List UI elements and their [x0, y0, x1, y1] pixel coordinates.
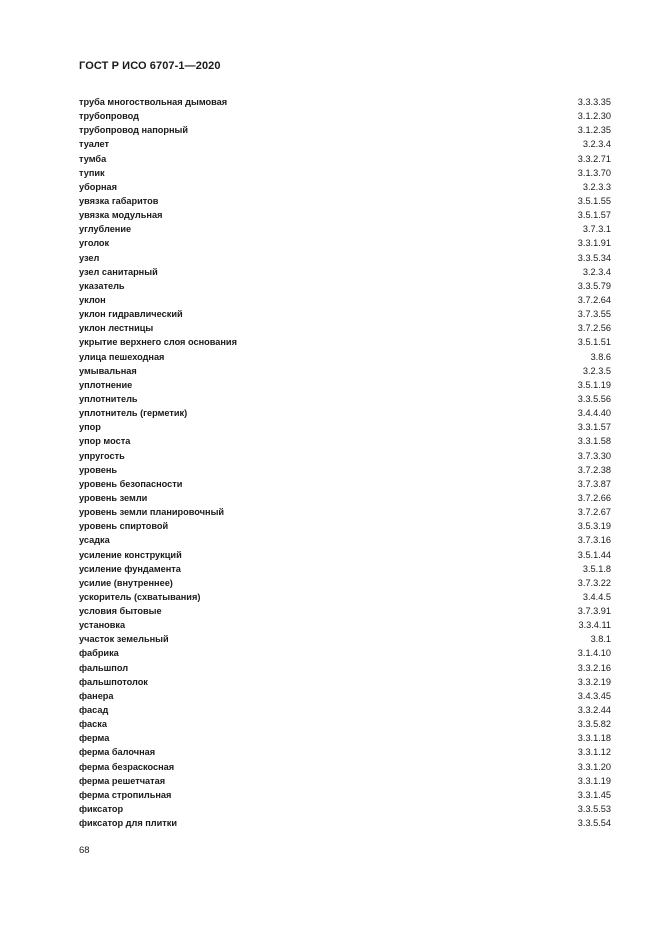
index-reference: 3.3.5.56 [577, 393, 611, 404]
index-entry [79, 293, 611, 307]
index-term: улица пешеходная [79, 351, 165, 362]
index-term: умывальная [79, 365, 137, 376]
index-reference: 3.3.1.18 [577, 733, 611, 744]
index-term: фальшпотолок [79, 676, 148, 687]
index-term: уровень земли [79, 492, 148, 503]
index-reference: 3.3.1.45 [577, 789, 611, 800]
index-entry [79, 505, 611, 519]
index-reference: 3.4.4.40 [577, 408, 611, 419]
index-entry [79, 774, 611, 788]
index-reference: 3.4.4.5 [582, 591, 611, 602]
index-entry [79, 251, 611, 265]
index-term: упор моста [79, 436, 131, 447]
index-reference: 3.3.2.16 [577, 662, 611, 673]
index-term: уровень земли планировочный [79, 507, 225, 518]
index-entry [79, 321, 611, 335]
index-entry [79, 307, 611, 321]
index-reference: 3.1.4.10 [577, 648, 611, 659]
index-reference: 3.8.1 [590, 634, 611, 645]
index-entry [79, 265, 611, 279]
index-reference: 3.7.3.1 [582, 224, 611, 235]
index-entry [79, 562, 611, 576]
index-reference: 3.7.2.56 [577, 323, 611, 334]
index-entry [79, 788, 611, 802]
index-term: условия бытовые [79, 606, 162, 617]
page-number: 68 [79, 845, 90, 856]
index-reference: 3.3.1.19 [577, 775, 611, 786]
index-entry [79, 152, 611, 166]
index-term: ферма стропильная [79, 789, 172, 800]
index-entry [79, 491, 611, 505]
index-term: трубопровод [79, 111, 140, 122]
index-entry [79, 335, 611, 349]
index-reference: 3.3.1.58 [577, 436, 611, 447]
index-reference: 3.5.1.19 [577, 379, 611, 390]
index-reference: 3.2.3.5 [582, 365, 611, 376]
index-reference: 3.5.3.19 [577, 521, 611, 532]
index-term: усиление конструкций [79, 549, 182, 560]
index-term: фасад [79, 705, 109, 716]
index-term: усиление фундамента [79, 563, 181, 574]
index-entry [79, 123, 611, 137]
index-term: увязка габаритов [79, 195, 159, 206]
index-term: фиксатор [79, 804, 124, 815]
index-term: участок земельный [79, 634, 169, 645]
index-reference: 3.7.3.30 [577, 450, 611, 461]
index-reference: 3.4.3.45 [577, 690, 611, 701]
index-reference: 3.2.3.4 [582, 266, 611, 277]
index-term: усилие (внутреннее) [79, 577, 173, 588]
index-term: ферма безраскосная [79, 761, 175, 772]
index-reference: 3.2.3.3 [582, 181, 611, 192]
index-reference: 3.1.3.70 [577, 167, 611, 178]
index-entry [79, 463, 611, 477]
index-term: фабрика [79, 648, 119, 659]
index-term: углубление [79, 224, 132, 235]
index-reference: 3.1.2.30 [577, 111, 611, 122]
index-reference: 3.2.3.4 [582, 139, 611, 150]
index-entry [79, 548, 611, 562]
index-entry [79, 816, 611, 830]
index-reference: 3.3.1.57 [577, 422, 611, 433]
index-term: уклон [79, 294, 106, 305]
index-reference: 3.5.1.51 [577, 337, 611, 348]
index-term: ферма [79, 733, 110, 744]
index-reference: 3.3.5.82 [577, 719, 611, 730]
index-reference: 3.7.3.55 [577, 309, 611, 320]
index-entry [79, 703, 611, 717]
index-entry [79, 166, 611, 180]
index-reference: 3.3.2.71 [577, 153, 611, 164]
index-term: уровень безопасности [79, 478, 183, 489]
index-term: усадка [79, 535, 110, 546]
index-entry [79, 449, 611, 463]
index-reference: 3.3.4.11 [578, 620, 611, 631]
index-term: тумба [79, 153, 107, 164]
index-entry [79, 689, 611, 703]
index-entry [79, 533, 611, 547]
index-entry [79, 378, 611, 392]
index-term: указатель [79, 280, 125, 291]
index-reference: 3.3.2.44 [577, 705, 611, 716]
index-term: ферма балочная [79, 747, 156, 758]
index-reference: 3.3.3.35 [577, 97, 611, 107]
index-reference: 3.3.5.54 [577, 818, 611, 829]
index-reference: 3.3.5.53 [577, 804, 611, 815]
index-term: установка [79, 620, 126, 631]
index-term: уплотнитель [79, 393, 138, 404]
index-term: уровень [79, 464, 118, 475]
index-entry [79, 420, 611, 434]
index-reference: 3.3.1.91 [577, 238, 611, 249]
index-term: уборная [79, 181, 118, 192]
index-term: ферма решетчатая [79, 775, 166, 786]
index-term: трубопровод напорный [79, 125, 189, 136]
index-entry [79, 222, 611, 236]
index-entry [79, 109, 611, 123]
index-entry [79, 350, 611, 364]
index-entry [79, 180, 611, 194]
index-reference: 3.5.1.8 [582, 563, 611, 574]
index-term: туалет [79, 139, 110, 150]
index-term: труба многоствольная дымовая [79, 97, 228, 107]
index-entry [79, 604, 611, 618]
index-reference: 3.7.2.38 [577, 464, 611, 475]
index-entry [79, 519, 611, 533]
index-term: узел [79, 252, 100, 263]
index-term: уплотнитель (герметик) [79, 408, 188, 419]
index-entry [79, 477, 611, 491]
index-term: узел санитарный [79, 266, 158, 277]
index-reference: 3.7.3.91 [577, 606, 611, 617]
index-entry [79, 745, 611, 759]
index-entry [79, 434, 611, 448]
document-header: ГОСТ Р ИСО 6707-1—2020 [79, 60, 221, 72]
index-term: увязка модульная [79, 210, 163, 221]
index-reference: 3.3.5.79 [577, 280, 611, 291]
index-entry [79, 646, 611, 660]
index-entry [79, 576, 611, 590]
index-entry [79, 731, 611, 745]
index-term: фанера [79, 690, 114, 701]
index-entry [79, 279, 611, 293]
index-reference: 3.8.6 [590, 351, 611, 362]
index-term: ускоритель (схватывания) [79, 591, 201, 602]
index-entry [79, 618, 611, 632]
index-reference: 3.7.2.66 [577, 492, 611, 503]
index-term: тупик [79, 167, 105, 178]
index-term: уплотнение [79, 379, 133, 390]
index-entry [79, 208, 611, 222]
index-reference: 3.3.1.20 [577, 761, 611, 772]
index-term: фиксатор для плитки [79, 818, 178, 829]
index-term: уклон гидравлический [79, 309, 183, 320]
index-entry [79, 802, 611, 816]
index-entry [79, 760, 611, 774]
index-entry [79, 717, 611, 731]
index-entry [79, 392, 611, 406]
index-reference: 3.3.5.34 [577, 252, 611, 263]
index-entry [79, 675, 611, 689]
index-term: уровень спиртовой [79, 521, 169, 532]
index-term: упор [79, 422, 101, 433]
index-reference: 3.5.1.55 [577, 195, 611, 206]
index-term: упругость [79, 450, 125, 461]
index-reference: 3.3.2.19 [577, 676, 611, 687]
index-reference: 3.7.3.22 [577, 577, 611, 588]
index-term: фальшпол [79, 662, 129, 673]
index-entry [79, 364, 611, 378]
index-entry [79, 406, 611, 420]
index-term: уголок [79, 238, 110, 249]
index-term: укрытие верхнего слоя основания [79, 337, 237, 348]
index-entry [79, 236, 611, 250]
index-entry [79, 590, 611, 604]
index-entry [79, 95, 611, 109]
index-reference: 3.7.2.64 [577, 294, 611, 305]
index-reference: 3.3.1.12 [577, 747, 611, 758]
index-entry [79, 137, 611, 151]
index-entry [79, 632, 611, 646]
index-reference: 3.7.3.16 [577, 535, 611, 546]
alphabetical-index [79, 95, 611, 830]
index-entry [79, 661, 611, 675]
index-reference: 3.5.1.44 [577, 549, 611, 560]
index-term: фаска [79, 719, 107, 730]
index-reference: 3.1.2.35 [577, 125, 611, 136]
index-reference: 3.7.3.87 [577, 478, 611, 489]
index-reference: 3.7.2.67 [577, 507, 611, 518]
index-entry [79, 194, 611, 208]
index-term: уклон лестницы [79, 323, 154, 334]
index-reference: 3.5.1.57 [577, 210, 611, 221]
